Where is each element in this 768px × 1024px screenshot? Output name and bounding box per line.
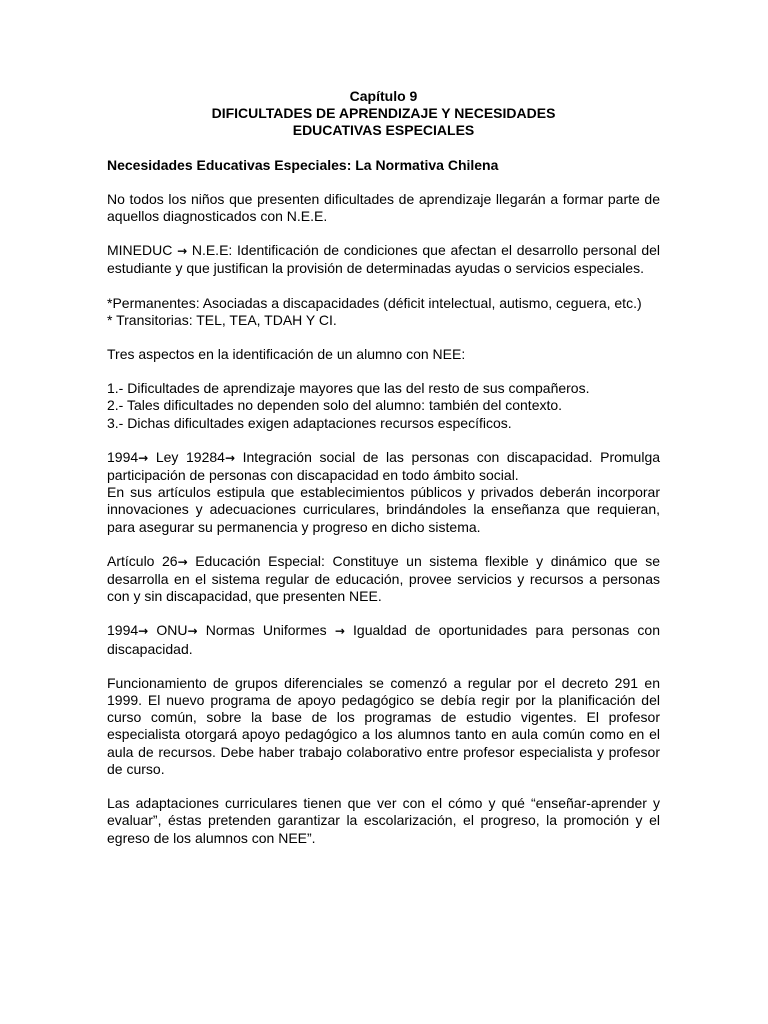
list-item: 1.- Dificultades de aprendizaje mayores que las del resto de sus compañeros. (107, 380, 590, 397)
arrow-icon: → (177, 244, 188, 259)
permanentes-text: *Permanentes: Asociadas a discapacidades (déficit intelectual, autismo, ceguera, etc.) (107, 294, 642, 311)
arrow-icon: → (187, 624, 198, 639)
arrow-icon: → (177, 554, 188, 569)
law-articles-text: En sus artículos estipula que establecimientos públicos y privados deberán incorporar innovaciones y adecuaciones curriculares, brindándoles la enseñanza que requieran, para asegurar su permanencia y progreso en dicho sistema. (107, 484, 660, 535)
arrow-icon: → (224, 450, 235, 465)
year-label: 1994 (107, 448, 139, 465)
law-label: Ley 19284 (155, 448, 225, 465)
paragraph-three-aspects: Tres aspectos en la identificación de un alumno con NEE: (107, 346, 466, 363)
arrow-icon: → (138, 450, 149, 465)
paragraph-articulo-26 (107, 553, 660, 606)
arrow-icon: → (138, 624, 149, 639)
paragraph-adaptaciones: Las adaptaciones curriculares tienen que ver con el cómo y qué “enseñar-aprender y evaluar”, éstas pretenden garantizar la escolarización, el progreso, la promoción y el egreso de los alumnos con NEE”. (107, 795, 660, 846)
article-description: Educación Especial: Constituye un sistema flexible y dinámico que se desarrolla en el sistema regular de educación, provee servicios y recursos a personas con y sin discapacidad, que presenten NEE. (107, 552, 660, 605)
org-label: ONU (156, 622, 188, 639)
mineduc-label: MINEDUC (107, 242, 173, 259)
chapter-heading (107, 88, 660, 140)
list-item: 3.- Dichas dificultades exigen adaptaciones recursos específicos. (107, 414, 512, 431)
chapter-title-line-2: EDUCATIVAS ESPECIALES (292, 122, 475, 139)
paragraph-types (107, 295, 660, 329)
aspects-list (107, 380, 660, 432)
norms-description: Igualdad de oportunidades para personas con discapacidad. (107, 622, 661, 657)
mineduc-definition: N.E.E: Identificación de condiciones que afectan el desarrollo personal del estudiante y que justifican la provisión de determinadas ayudas o servicios especiales. (107, 242, 660, 277)
paragraph-grupos-diferenciales: Funcionamiento de grupos diferenciales se comenzó a regular por el decreto 291 en 1999. El nuevo programa de apoyo pedagógico se debía regir por la planificación del curso común, sobre la base de los programas de estudio vigentes. El profesor especialista otorgará apoyo pedagógico a los alumnos tanto en aula común como en el aula de recursos. Debe haber trabajo colaborativo entre profesor especialista y profesor de curso. (107, 674, 660, 777)
chapter-number: Capítulo 9 (349, 88, 418, 104)
paragraph-intro: No todos los niños que presenten dificultades de aprendizaje llegarán a formar parte de aquellos diagnosticados con N.E.E. (107, 190, 660, 225)
paragraph-onu (107, 622, 660, 657)
arrow-icon: → (334, 624, 345, 639)
list-item: 2.- Tales dificultades no dependen solo del alumno: también del contexto. (107, 397, 563, 414)
article-label: Artículo 26 (107, 552, 178, 569)
year-label: 1994 (107, 622, 139, 639)
law-description: Integración social de las personas con discapacidad. Promulga participación de personas con discapacidad en todo ámbito social. (107, 448, 661, 484)
transitorias-text: * Transitorias: TEL, TEA, TDAH Y CI. (107, 311, 337, 328)
chapter-title-line-1: DIFICULTADES DE APRENDIZAJE Y NECESIDADES (211, 105, 556, 122)
paragraph-mineduc (107, 242, 660, 277)
norms-label: Normas Uniformes (205, 622, 327, 639)
document-page (107, 88, 660, 864)
paragraph-ley-19284 (107, 449, 660, 536)
section-title: Necesidades Educativas Especiales: La Normativa Chilena (107, 156, 499, 173)
